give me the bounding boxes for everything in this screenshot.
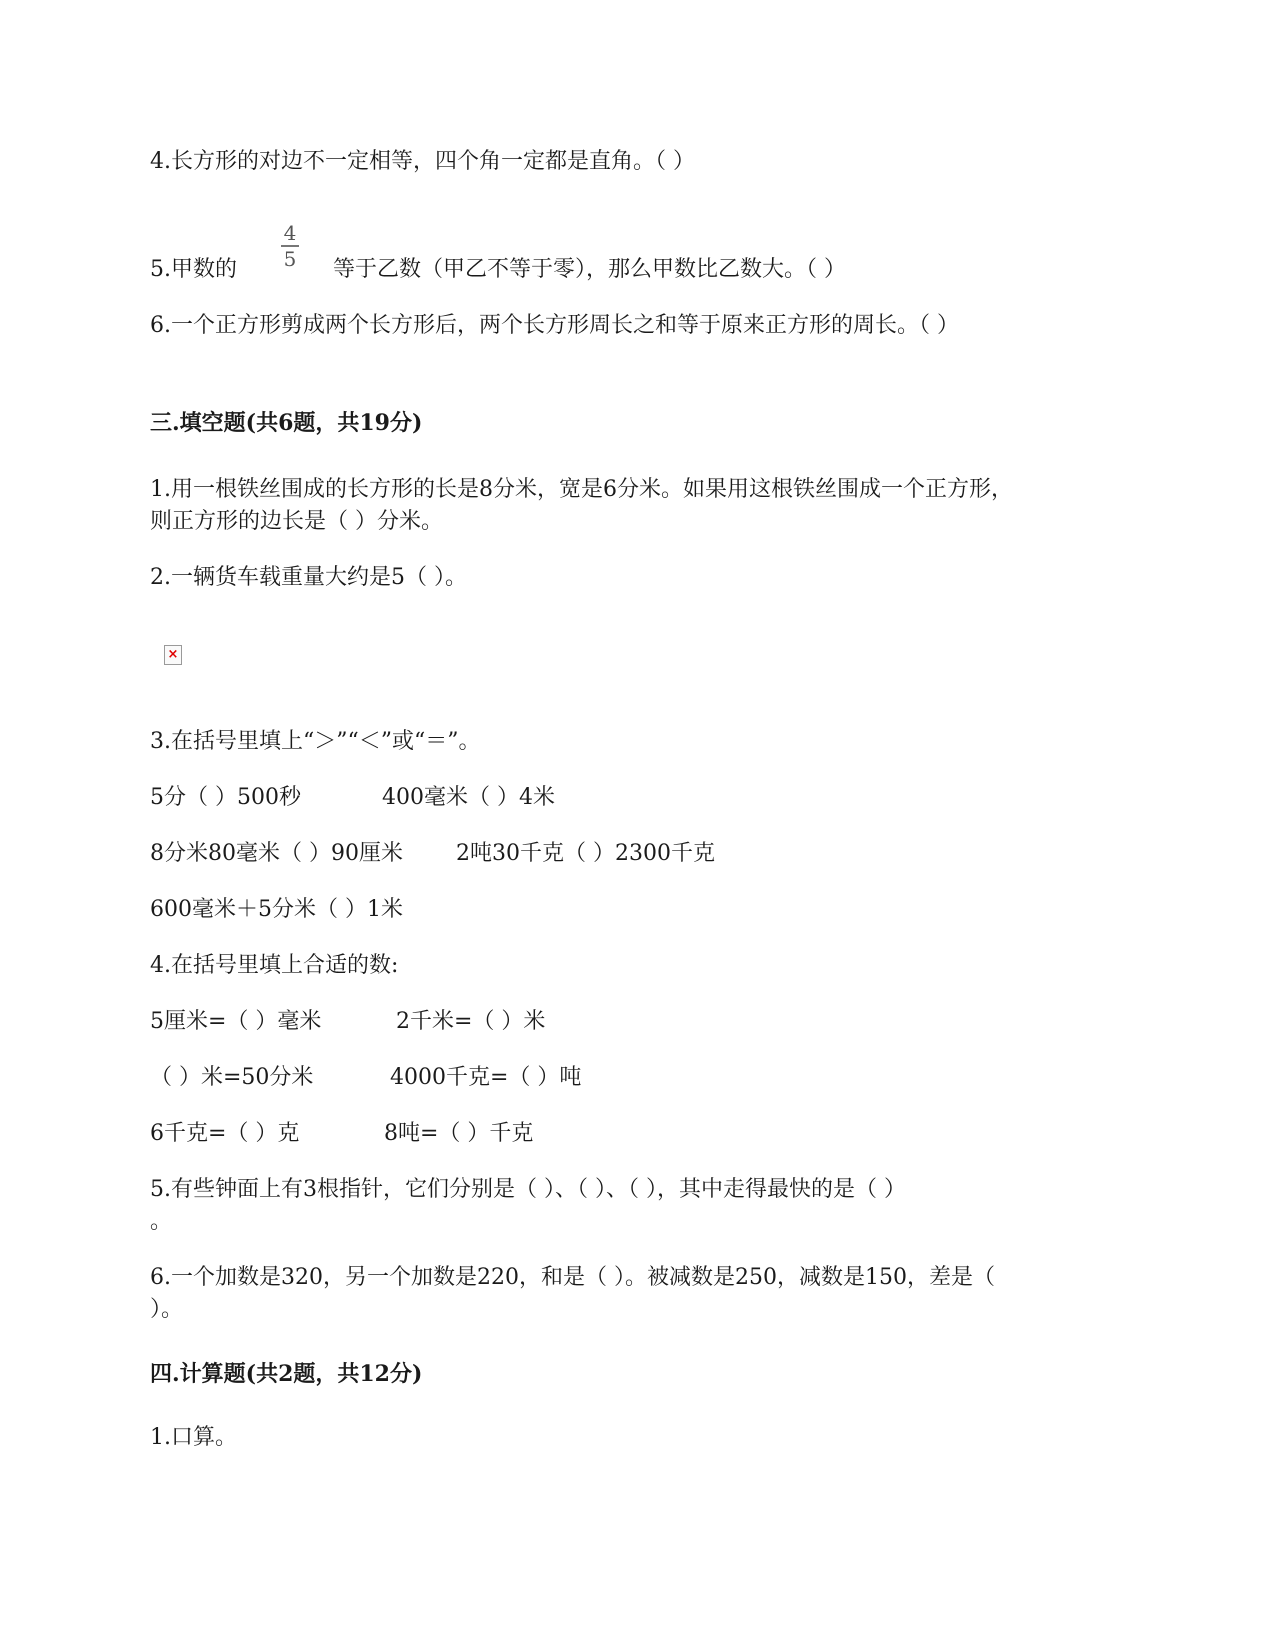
fill-q4-item: 8吨=（ ）千克 [384,1121,534,1146]
fill-q2: 2.一辆货车载重量大约是5（ ）。 [150,565,467,590]
fill-q4: 4.在括号里填上合适的数: [150,953,399,978]
fill-q4-item: 4000千克=（ ）吨 [390,1065,582,1090]
fill-q5-line2: 。 [150,1209,173,1234]
fill-q4-item: 5厘米=（ ）毫米 [150,1009,322,1034]
fill-q6-line1: 6.一个加数是320，另一个加数是220，和是（ ）。被减数是250，减数是150，差是（ [150,1265,995,1290]
fill-q6-line2: ）。 [150,1297,184,1322]
judgment-q4: 4.长方形的对边不一定相等，四个角一定都是直角。（ ） [150,149,695,174]
fraction-numerator: 4 [283,221,297,245]
fill-q4-item: （ ）米=50分米 [150,1065,314,1090]
fill-q1-line2: 则正方形的边长是（ ）分米。 [150,509,443,534]
fill-q5-line1: 5.有些钟面上有3根指针，它们分别是（ ）、（ ）、（ ），其中走得最快的是（ ） [150,1177,906,1202]
fraction [281,222,299,270]
section3-heading: 三.填空题(共6题，共19分) [150,410,423,436]
judgment-q6: 6.一个正方形剪成两个长方形后，两个长方形周长之和等于原来正方形的周长。（ ） [150,313,959,338]
fill-q3: 3.在括号里填上“＞”“＜”或“＝”。 [150,729,481,754]
broken-image-icon: × [164,645,182,665]
judgment-q5-prefix: 5.甲数的 [150,257,237,282]
fraction-denominator: 5 [283,247,297,271]
fill-q3-item: 5分（ ）500秒 [150,785,301,810]
fill-q3-item: 2吨30千克（ ）2300千克 [456,841,715,866]
fill-q3-item: 400毫米（ ）4米 [382,785,555,810]
section4-heading: 四.计算题(共2题，共12分) [150,1361,423,1387]
fill-q3-item: 8分米80毫米（ ）90厘米 [150,841,403,866]
judgment-q5-suffix: 等于乙数（甲乙不等于零），那么甲数比乙数大。（ ） [333,257,846,282]
calc-q1: 1.口算。 [150,1425,237,1450]
fill-q4-item: 6千克=（ ）克 [150,1121,300,1146]
fill-q3-item: 600毫米＋5分米（ ）1米 [150,897,403,922]
fill-q1-line1: 1.用一根铁丝围成的长方形的长是8分米，宽是6分米。如果用这根铁丝围成一个正方形， [150,477,1013,502]
fill-q4-item: 2千米=（ ）米 [396,1009,546,1034]
